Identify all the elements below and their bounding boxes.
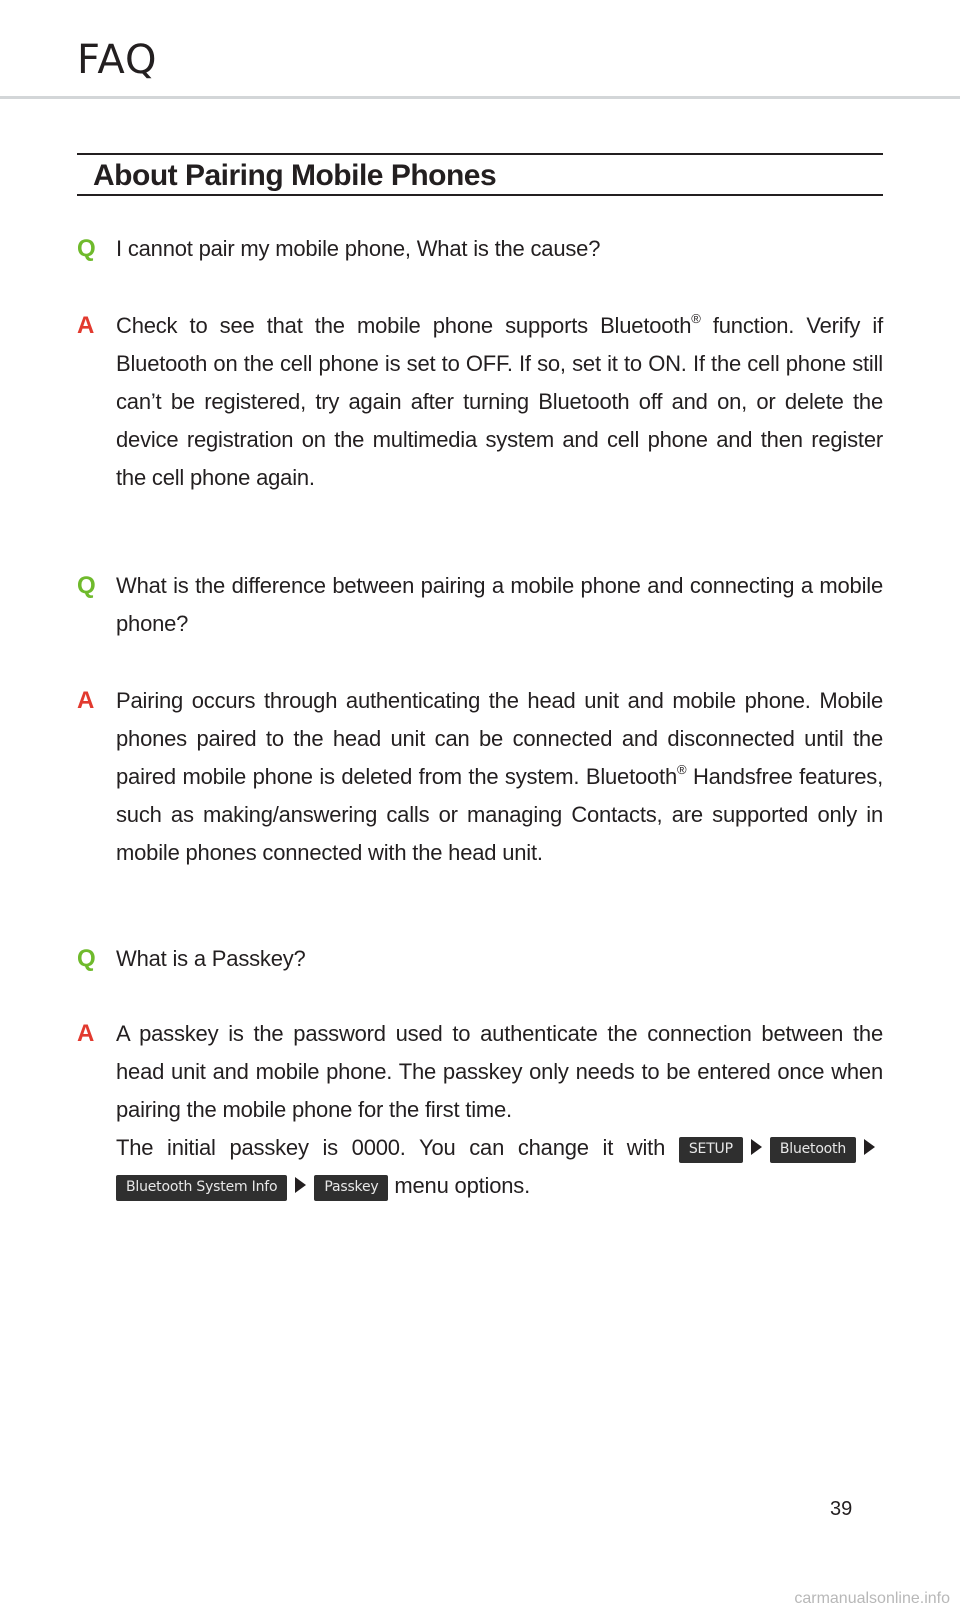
question-1	[77, 230, 883, 268]
q-mark: Q	[77, 945, 96, 972]
question-2	[77, 567, 883, 643]
answer-text: A passkey is the password used to authenticate the connection between the head unit and mobile phone. The passkey only needs to be entered once when pairing the mobile phone for the first time. The initial passkey is 0000. You can change it with SETUP Bluetooth Bluetooth System Info Passkey menu options.	[116, 1015, 883, 1205]
page-number: 39	[830, 1498, 853, 1520]
answer-2	[77, 682, 883, 872]
answer-3	[77, 1015, 883, 1205]
page-header	[0, 0, 960, 99]
registered-mark: ®	[691, 311, 701, 326]
registered-mark: ®	[677, 762, 687, 777]
arrow-right-icon	[751, 1139, 762, 1155]
question-text: I cannot pair my mobile phone, What is the cause?	[116, 236, 601, 261]
bluetooth-system-info-menu-button: Bluetooth System Info	[116, 1175, 287, 1201]
section-heading	[77, 153, 883, 196]
q-mark: Q	[77, 572, 96, 599]
page-title: FAQ	[77, 37, 158, 83]
passkey-menu-button: Passkey	[314, 1175, 388, 1201]
arrow-right-icon	[295, 1177, 306, 1193]
answer-1	[77, 307, 883, 497]
q-mark: Q	[77, 235, 96, 262]
answer-text: Check to see that the mobile phone supports Bluetooth® function. Verify if Bluetooth on the cell phone is set to OFF. If so, set it to ON. If the cell phone still can’t be registered, try again after turning Bluetooth off and on, or delete the device registration on the multimedia system and cell phone and then register the cell phone again.	[116, 311, 883, 490]
a-mark: A	[77, 1020, 95, 1047]
question-text: What is a Passkey?	[116, 946, 306, 971]
a-mark: A	[77, 687, 95, 714]
bluetooth-menu-button: Bluetooth	[770, 1137, 856, 1163]
watermark: carmanualsonline.info	[794, 1590, 950, 1607]
section-title: About Pairing Mobile Phones	[93, 159, 497, 192]
answer-text: Pairing occurs through authenticating the head unit and mobile phone. Mobile phones paired to the head unit can be connected and disconnected until the paired mobile phone is deleted from the system. Bluetooth® Handsfree features, such as making/answering calls or managing Contacts, are supported only in mobile phones connected with the head unit.	[116, 688, 883, 865]
a-mark: A	[77, 312, 95, 339]
setup-menu-button: SETUP	[679, 1137, 743, 1163]
question-3	[77, 940, 883, 978]
question-text: What is the difference between pairing a mobile phone and connecting a mobile phone?	[116, 573, 883, 636]
arrow-right-icon	[864, 1139, 875, 1155]
